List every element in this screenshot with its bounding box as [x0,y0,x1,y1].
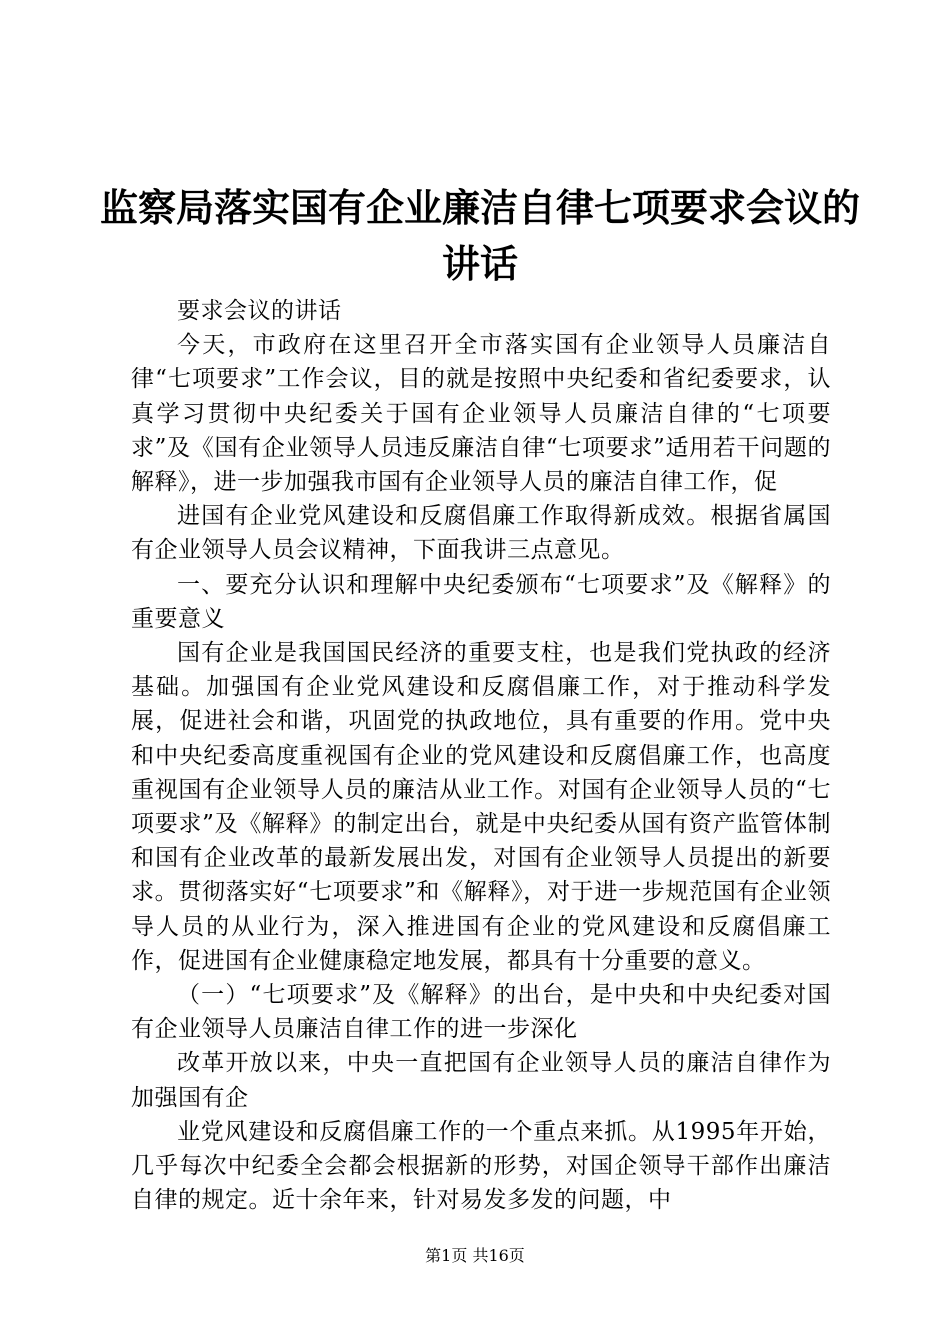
section-heading: 一、要充分认识和理解中央纪委颁布“七项要求”及《解释》的重要意义 [131,571,831,632]
document-title [100,180,860,292]
paragraph: 要求会议的讲话 [177,298,342,324]
paragraph: 改革开放以来，中央一直把国有企业领导人员的廉洁自律作为加强国有企 [131,1050,831,1111]
paragraph: 进国有企业党风建设和反腐倡廉工作取得新成效。根据省属国有企业领导人员会议精神，下面我讲三点意见。 [131,503,831,564]
page-footer: 第1页 共16页 [425,1246,525,1265]
title-line-1: 监察局落实国有企业廉洁自律七项要求会议的 [100,185,861,230]
document-body [131,294,831,1217]
subsection-heading: （一）“七项要求”及《解释》的出台，是中央和中央纪委对国有企业领导人员廉洁自律工作的进一步深化 [131,982,831,1043]
title-line-2: 讲话 [441,241,518,286]
paragraph: 业党风建设和反腐倡廉工作的一个重点来抓。从1995年开始，几乎每次中纪委全会都会根据新的形势，对国企领导干部作出廉洁自律的规定。近十余年来，针对易发多发的问题，中 [131,1118,831,1214]
paragraph: 今天，市政府在这里召开全市落实国有企业领导人员廉洁自律“七项要求”工作会议，目的就是按照中央纪委和省纪委要求，认真学习贯彻中央纪委关于国有企业领导人员廉洁自律的“七项要求”及《国有企业领导人员违反廉洁自律“七项要求”适用若干问题的解释》，进一步加强我市国有企业领导人员的廉洁自律工作，促 [131,332,831,496]
paragraph: 国有企业是我国国民经济的重要支柱，也是我们党执政的经济基础。加强国有企业党风建设和反腐倡廉工作，对于推动科学发展，促进社会和谐，巩固党的执政地位，具有重要的作用。党中央和中央纪委高度重视国有企业的党风建设和反腐倡廉工作，也高度重视国有企业领导人员的廉洁从业工作。对国有企业领导人员的“七项要求”及《解释》的制定出台，就是中央纪委从国有资产监管体制和国有企业改革的最新发展出发，对国有企业领导人员提出的新要求。贯彻落实好“七项要求”和《解释》，对于进一步规范国有企业领导人员的从业行为，深入推进国有企业的党风建设和反腐倡廉工作，促进国有企业健康稳定地发展，都具有十分重要的意义。 [131,640,831,974]
